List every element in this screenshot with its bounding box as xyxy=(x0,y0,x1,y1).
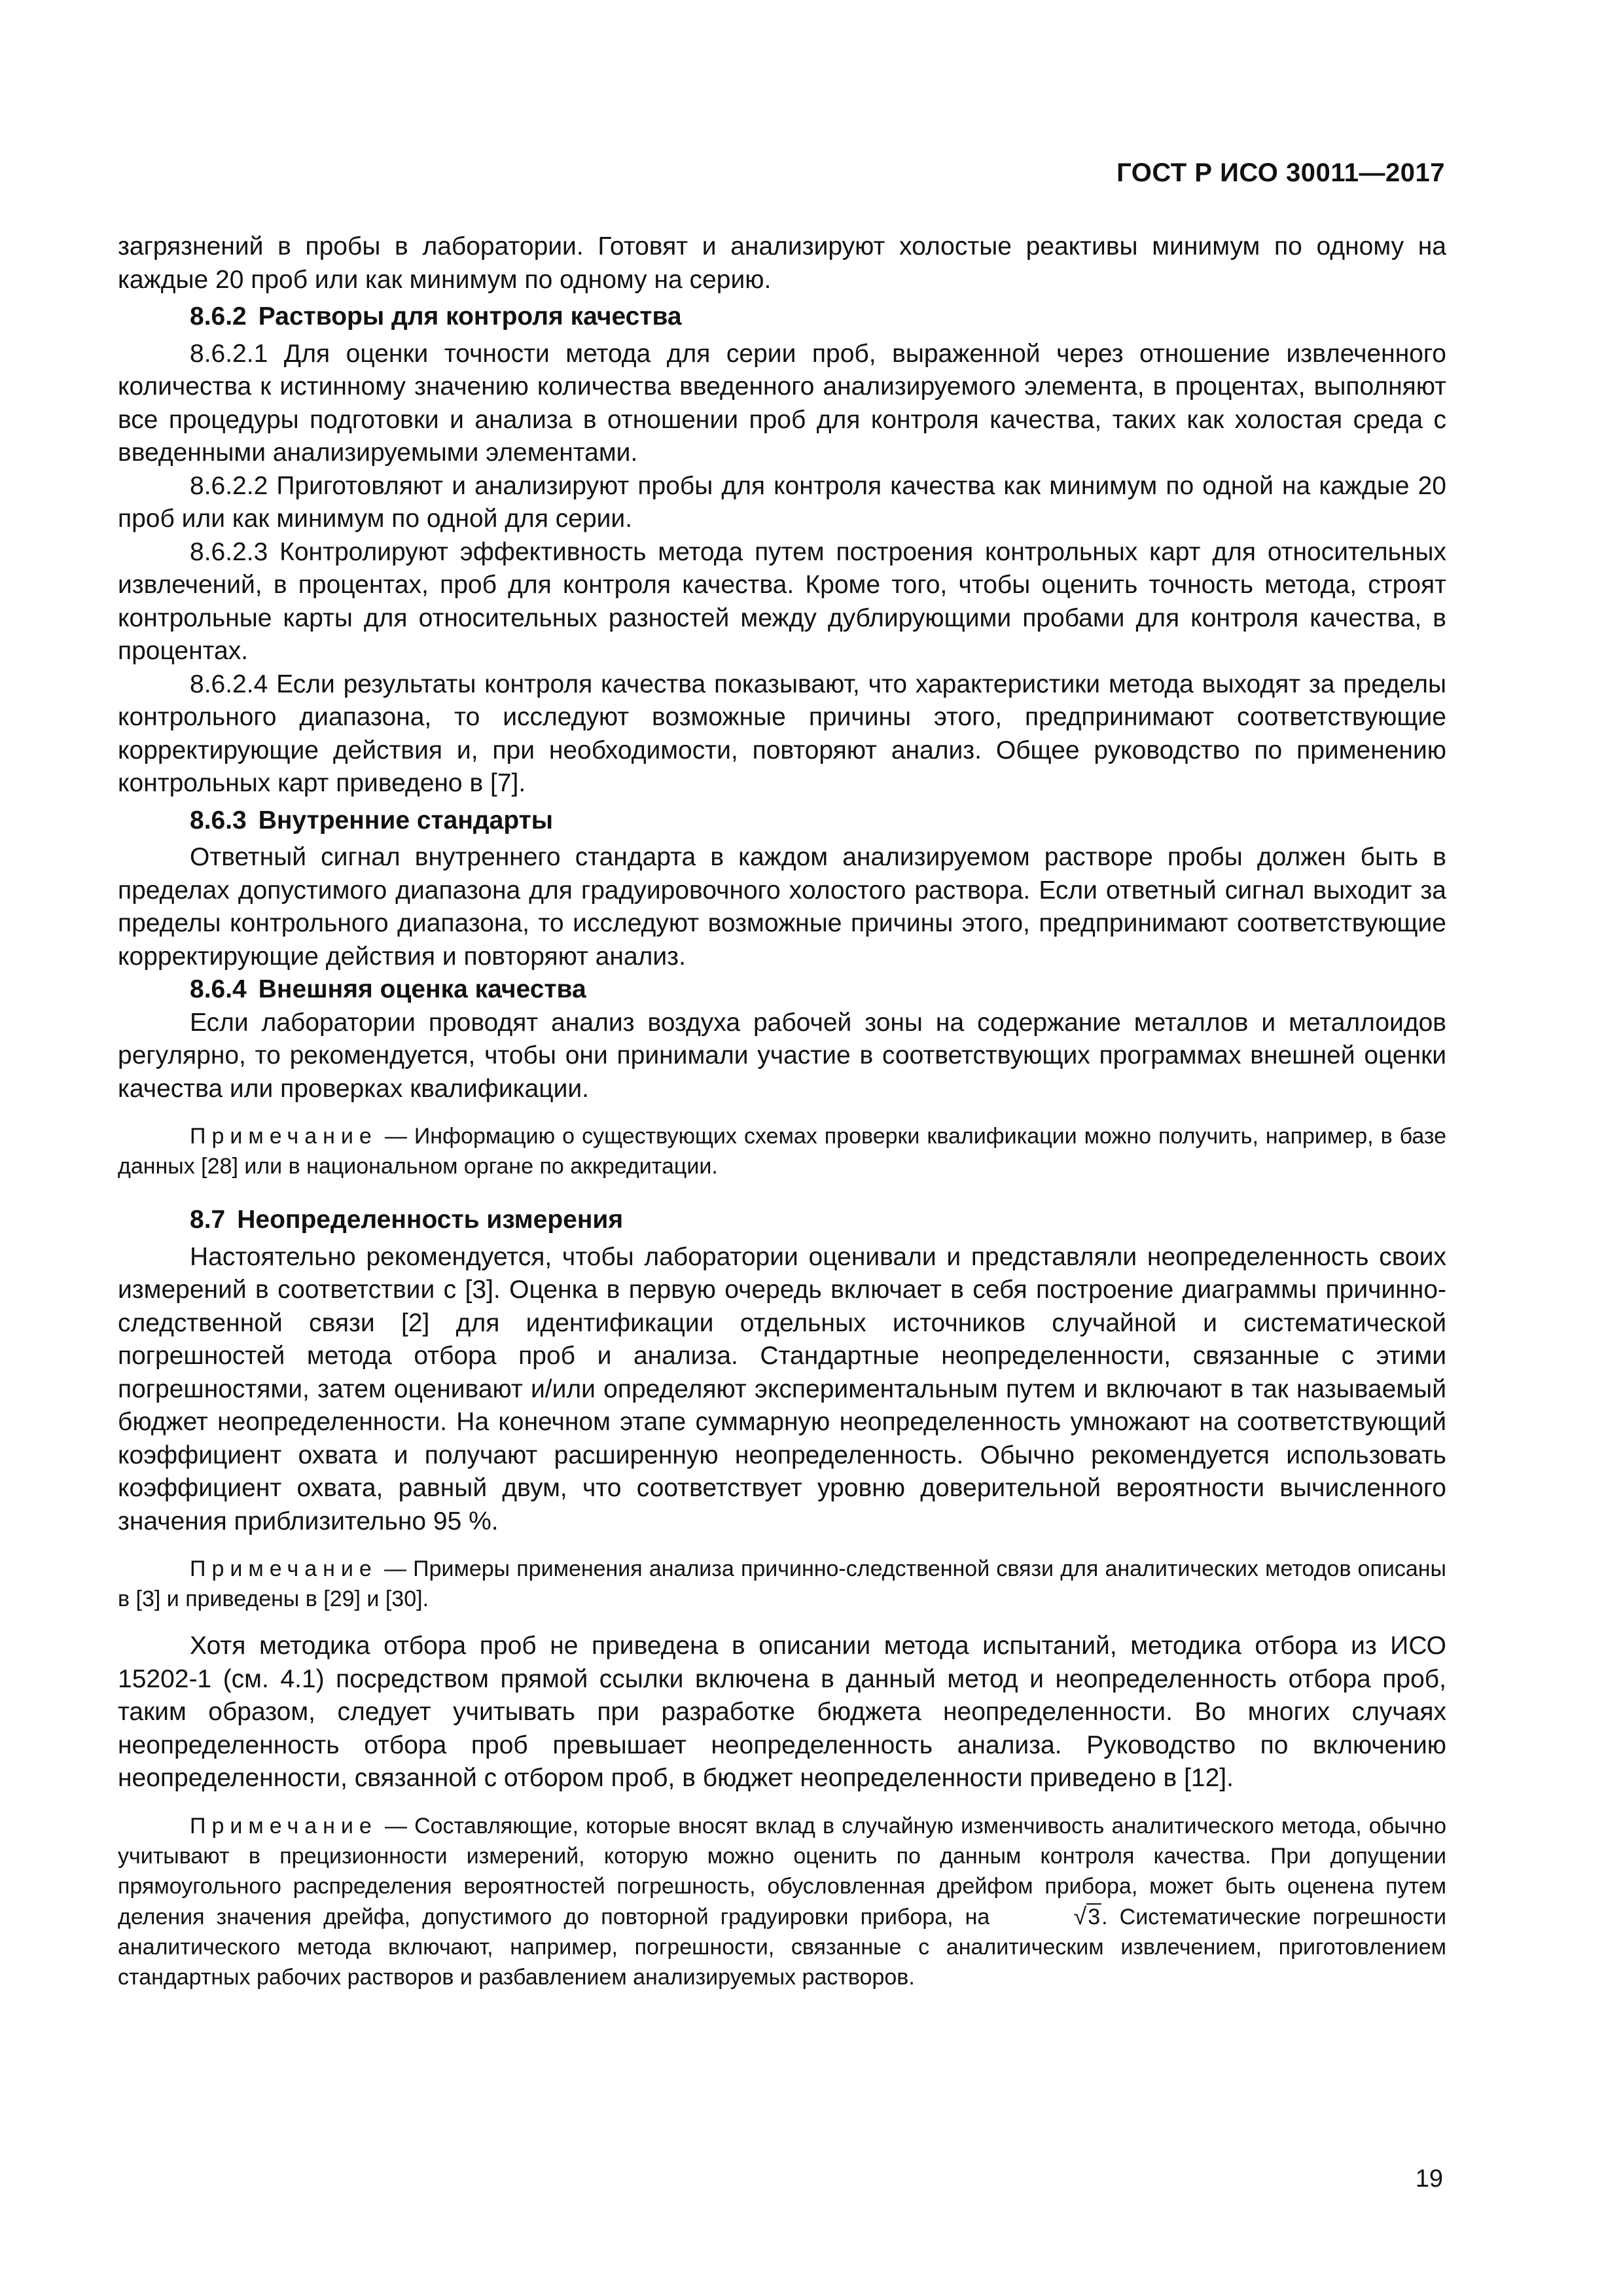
note-text: — Примеры применения анализа причинно-следственной связи для аналитических методов описаны в [3] и приведены в [29] и [30]. xyxy=(118,1556,1446,1611)
section-title: Внешняя оценка качества xyxy=(258,975,586,1003)
note-label: Примечание xyxy=(190,1813,378,1839)
note-8-6-4 xyxy=(118,1121,1446,1181)
section-8-6-4-paragraph: Если лаборатории проводят анализ воздуха рабочей зоны на содержание металлов и металлоидов регулярно, то рекомендуется, чтобы они принимали участие в соответствующих программах внешней оценки качества или проверках квалификации. xyxy=(118,1008,1446,1103)
clause-8-6-2-3: 8.6.2.3 Контролируют эффективность метода путем построения контрольных карт для относительных извлечений, в процентах, проб для контроля качества. Кроме того, чтобы оценить точность метода, строят контрольные карты для относительных разностей между дублирующими пробами для контроля качества, в процентах. xyxy=(118,537,1446,665)
document-code: ГОСТ Р ИСО 30011—2017 xyxy=(1116,158,1445,187)
section-8-7-paragraph-2: Хотя методика отбора проб не приведена в описании метода испытаний, методика отбора из ИСО 15202-1 (см. 4.1) посредством прямой ссылки включена в данный метод и неопределенность отбора проб, таким образом, следует учитывать при разработке бюджета неопределенности. Во многих случаях неопределенность отбора проб превышает неопределенность анализа. Руководство по включению неопределенности, связанной с отбором проб, в бюджет неопределенности приведено в [12]. xyxy=(118,1632,1446,1792)
section-8-7-heading xyxy=(118,1204,1446,1237)
intro-paragraph: загрязнений в пробы в лаборатории. Готовят и анализируют холостые реактивы минимум по одному на каждые 20 проб или как минимум по одному на серию. xyxy=(118,232,1446,294)
section-title: Растворы для контроля качества xyxy=(258,302,682,331)
note-label: Примечание xyxy=(190,1556,378,1581)
note-text-b: . Систематические погрешности аналитического метода включают, например, погрешности, связанные с аналитическим извлечением, приготовлением стандартных рабочих растворов и разбавлением анализируемых растворов. xyxy=(118,1904,1446,1990)
page-number: 19 xyxy=(1415,2165,1443,2193)
section-number: 8.6.4 xyxy=(190,975,247,1003)
note-text: — Информацию о существующих схемах проверки квалификации можно получить, например, в базе данных [28] или в национальном органе по аккредитации. xyxy=(118,1124,1446,1179)
note-8-7-1 xyxy=(118,1554,1446,1614)
note-text-a: — Составляющие, которые вносят вклад в случайную изменчивость аналитического метода, обычно учитывают в прецизионности измерений, которую можно оценить по данным контроля качества. При допущении прямоугольного распределения вероятностей погрешность, обусловленная дрейфом прибора, может быть оценена путем деления значения дрейфа, допустимого до повторной градуировки прибора, на xyxy=(118,1813,1446,1929)
section-number: 8.6.3 xyxy=(190,806,247,834)
clause-8-6-2-2: 8.6.2.2 Приготовляют и анализируют пробы для контроля качества как минимум по одной на каждые 20 проб или как минимум по одной для серии. xyxy=(118,471,1446,533)
sqrt-radicand: 3 xyxy=(1088,1904,1101,1929)
section-8-6-3-paragraph: Ответный сигнал внутреннего стандарта в каждом анализируемом растворе пробы должен быть в пределах допустимого диапазона для градуировочного холостого раствора. Если ответный сигнал выходит за пределы контрольного диапазона, то исследуют возможные причины этого, предпринимают соответствующие корректирующие действия и повторяют анализ. xyxy=(118,843,1446,971)
section-title: Внутренние стандарты xyxy=(258,806,554,834)
page-content xyxy=(118,230,1446,1992)
section-8-6-2-heading xyxy=(118,300,1446,334)
section-8-7-paragraph-1: Настоятельно рекомендуется, чтобы лаборатории оценивали и представляли неопределенность своих измерений в соответствии с [3]. Оценка в первую очередь включает в себя построение диаграммы причинно-следственной связи [2] для идентификации отдельных источников случайной и систематической погрешностей метода отбора проб и анализа. Стандартные неопределенности, связанные с этими погрешностями, затем оценивают и/или определяют экспериментальным путем и включают в так называемый бюджет неопределенности. На конечном этапе суммарную неопределенность умножают на соответствующий коэффициент охвата и получают расширенную неопределенность. Обычно рекомендуется использовать коэффициент охвата, равный двум, что соответствует уровню доверительной вероятности вычисленного значения приблизительно 95 %. xyxy=(118,1242,1446,1535)
section-8-6-3-heading xyxy=(118,804,1446,838)
clause-8-6-2-1: 8.6.2.1 Для оценки точности метода для серии проб, выраженной через отношение извлеченного количества к истинному значению количества введенного анализируемого элемента, в процентах, выполняют все процедуры подготовки и анализа в отношении проб для контроля качества, таких как холостая среда с введенными анализируемыми элементами. xyxy=(118,339,1446,467)
section-number: 8.7 xyxy=(190,1206,226,1234)
section-title: Неопределенность измерения xyxy=(237,1206,624,1234)
square-root-expression xyxy=(1001,1901,1101,1932)
section-8-6-4-heading xyxy=(118,973,1446,1007)
section-number: 8.6.2 xyxy=(190,302,247,331)
note-8-7-2 xyxy=(118,1811,1446,1992)
note-label: Примечание xyxy=(190,1124,378,1149)
clause-8-6-2-4: 8.6.2.4 Если результаты контроля качества показывают, что характеристики метода выходят за пределы контрольного диапазона, то исследуют возможные причины этого, предпринимают соответствующие корректирующие действия и, при необходимости, повторяют анализ. Общее руководство по применению контрольных карт приведено в [7]. xyxy=(118,670,1446,797)
sqrt-symbol: √ xyxy=(1073,1902,1087,1929)
